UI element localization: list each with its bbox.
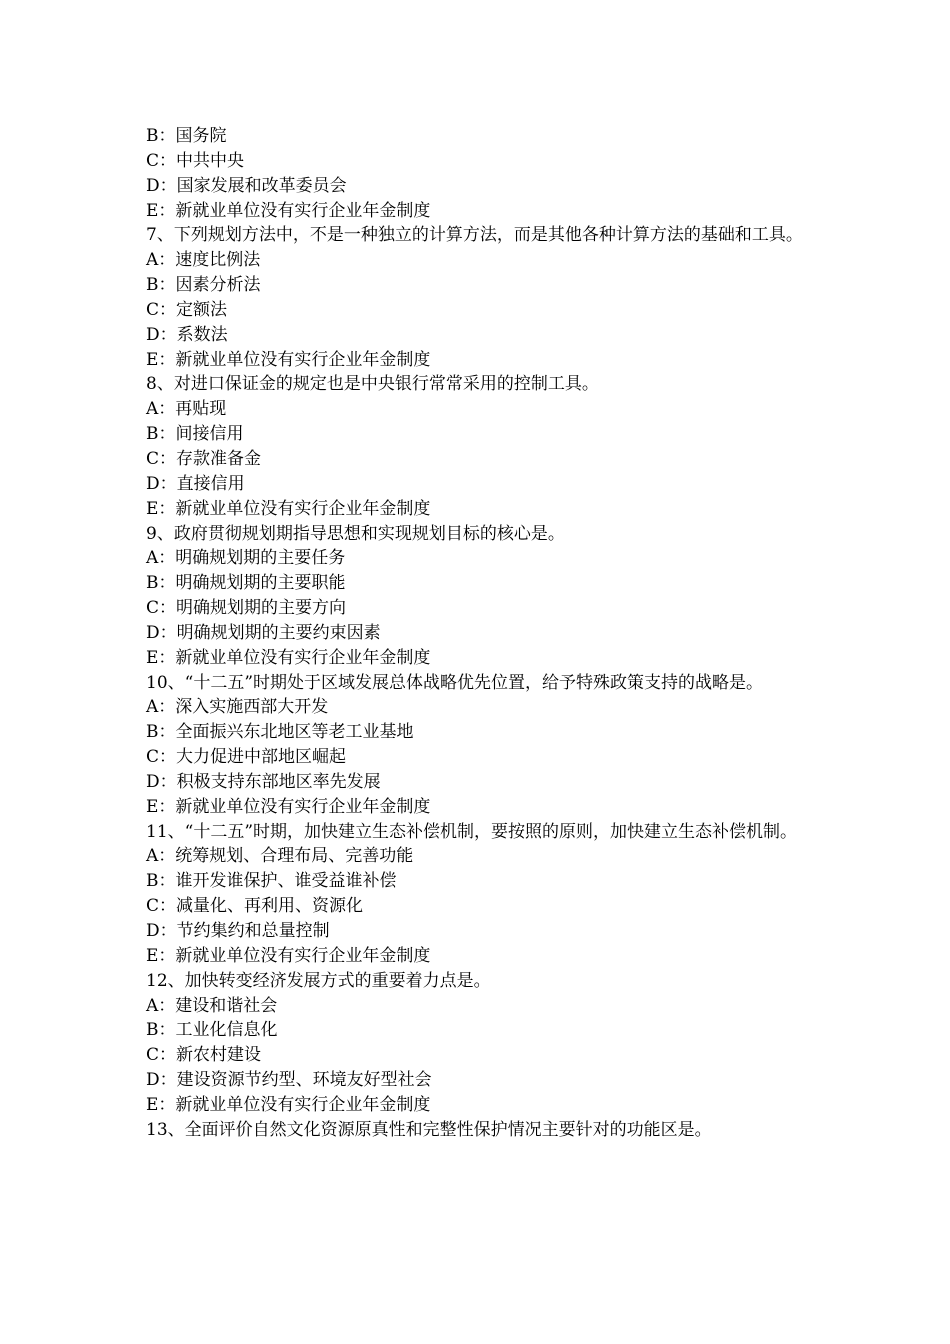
question-text: 13、全面评价自然文化资源原真性和完整性保护情况主要针对的功能区是。 — [146, 1119, 712, 1140]
answer-option: D：积极支持东部地区率先发展 — [146, 771, 381, 792]
question-text: 12、加快转变经济发展方式的重要着力点是。 — [146, 970, 491, 991]
answer-option: B：全面振兴东北地区等老工业基地 — [146, 722, 414, 743]
answer-option: C：中共中央 — [146, 150, 245, 171]
answer-option: C：存款准备金 — [146, 448, 262, 469]
document-page — [146, 124, 811, 1143]
answer-option: D：建设资源节约型、环境友好型社会 — [146, 1070, 432, 1091]
answer-option: A：深入实施西部大开发 — [146, 697, 329, 718]
answer-option: E：新就业单位没有实行企业年金制度 — [146, 796, 431, 817]
answer-option: E：新就业单位没有实行企业年金制度 — [146, 200, 431, 221]
answer-option: A：统筹规划、合理布局、完善功能 — [146, 846, 414, 867]
question-text: 10、“十二五”时期处于区域发展总体战略优先位置，给予特殊政策支持的战略是。 — [146, 672, 764, 693]
answer-option: E：新就业单位没有实行企业年金制度 — [146, 647, 431, 668]
question-text: 11、“十二五”时期，加快建立生态补偿机制，要按照的原则，加快建立生态补偿机制。 — [146, 821, 798, 842]
answer-option: E：新就业单位没有实行企业年金制度 — [146, 945, 431, 966]
answer-option: B：明确规划期的主要职能 — [146, 573, 346, 594]
answer-option: A：建设和谐社会 — [146, 995, 278, 1016]
answer-option: A：再贴现 — [146, 399, 227, 420]
answer-option: C：新农村建设 — [146, 1045, 262, 1066]
answer-option: C：减量化、再利用、资源化 — [146, 896, 364, 917]
answer-option: E：新就业单位没有实行企业年金制度 — [146, 1094, 431, 1115]
answer-option: B：谁开发谁保护、谁受益谁补偿 — [146, 871, 397, 892]
answer-option: A：速度比例法 — [146, 250, 261, 271]
question-text: 7、下列规划方法中，不是一种独立的计算方法，而是其他各种计算方法的基础和工具。 — [146, 225, 803, 246]
answer-option: D：节约集约和总量控制 — [146, 921, 330, 941]
answer-option: D：系数法 — [146, 324, 228, 345]
answer-option: C：大力促进中部地区崛起 — [146, 747, 347, 768]
question-text: 8、对进口保证金的规定也是中央银行常常采用的控制工具。 — [146, 374, 599, 395]
answer-option: B：国务院 — [146, 126, 227, 146]
answer-option: A：明确规划期的主要任务 — [146, 548, 346, 569]
answer-option: C：明确规划期的主要方向 — [146, 598, 347, 619]
question-text: 9、政府贯彻规划期指导思想和实现规划目标的核心是。 — [146, 523, 565, 544]
answer-option: B：工业化信息化 — [146, 1020, 278, 1041]
answer-option: B：间接信用 — [146, 424, 244, 445]
answer-option: E：新就业单位没有实行企业年金制度 — [146, 498, 431, 519]
answer-option: B：因素分析法 — [146, 275, 261, 296]
answer-option: C：定额法 — [146, 299, 228, 320]
answer-option: E：新就业单位没有实行企业年金制度 — [146, 349, 431, 370]
answer-option: D：国家发展和改革委员会 — [146, 175, 347, 196]
answer-option: D：直接信用 — [146, 473, 245, 494]
answer-option: D：明确规划期的主要约束因素 — [146, 622, 381, 643]
